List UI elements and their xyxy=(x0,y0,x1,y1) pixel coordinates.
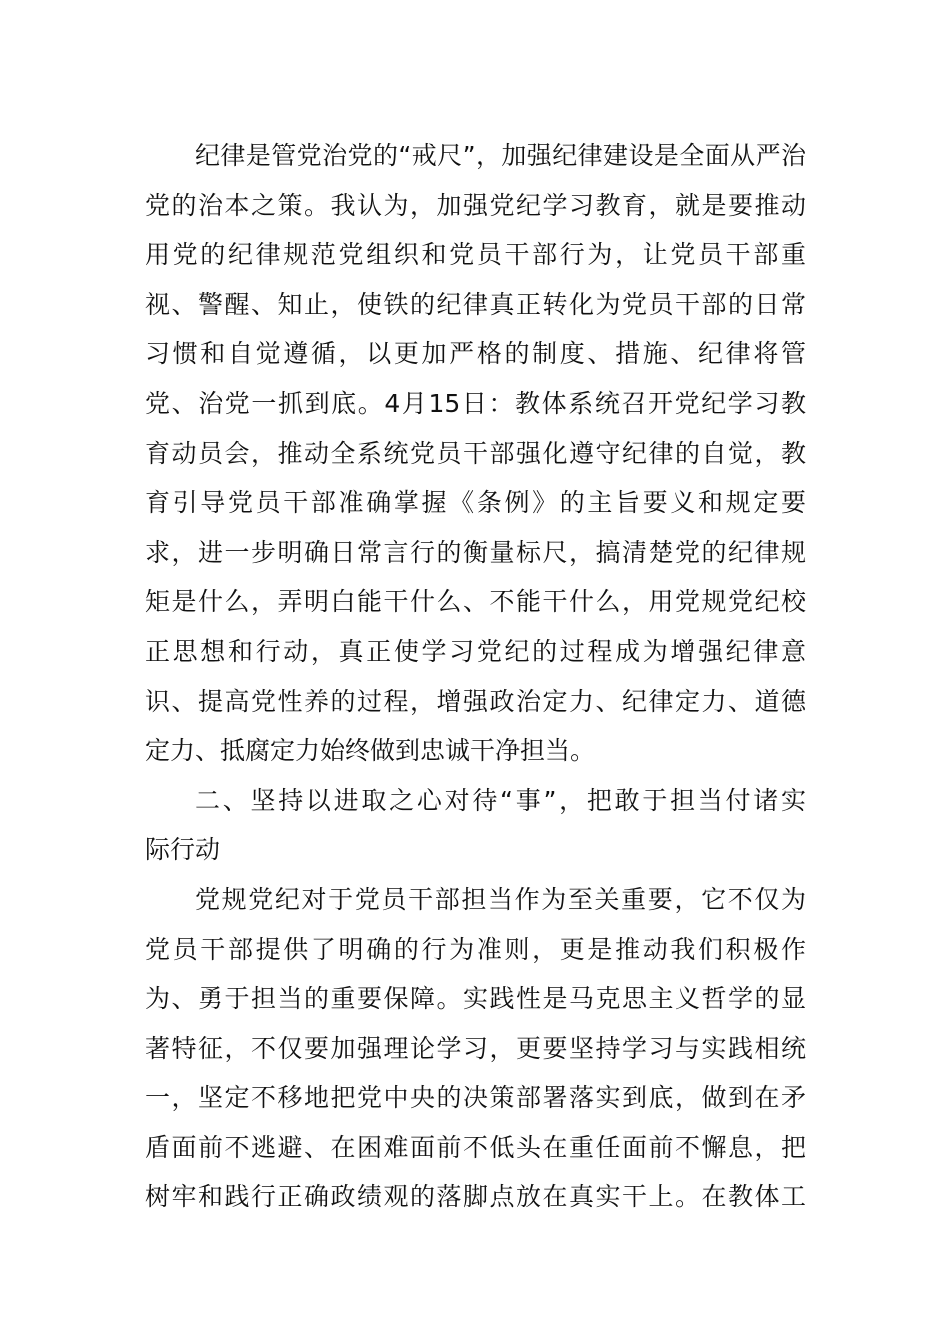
text-line: 用党的纪律规范党组织和党员干部行为，让党员干部重 xyxy=(145,240,806,270)
document-page xyxy=(145,131,806,1222)
text-line: 矩是什么，弄明白能干什么、不能干什么，用党规党纪校 xyxy=(145,587,806,617)
text-line: 视、警醒、知止，使铁的纪律真正转化为党员干部的日常 xyxy=(145,289,806,319)
text-line: 纪律是管党治党的“戒尺”，加强纪律建设是全面从严治 xyxy=(195,141,806,170)
heading-line: 际行动 xyxy=(145,835,221,865)
text-line: 党规党纪对于党员干部担当作为至关重要，它不仅为 xyxy=(195,884,806,914)
text-line: 党、治党一抓到底。4月15日：教体系统召开党纪学习教 xyxy=(145,388,806,418)
paragraph-discipline xyxy=(145,131,806,776)
text-line: 盾面前不逃避、在困难面前不低头在重任面前不懈息，把 xyxy=(145,1132,806,1162)
text-line: 一，坚定不移地把党中央的决策部署落实到底，做到在矛 xyxy=(145,1083,806,1113)
text-line: 识、提高党性养的过程，增强政治定力、纪律定力、道德 xyxy=(145,686,806,716)
text-line: 树牢和践行正确政绩观的落脚点放在真实干上。在教体工 xyxy=(145,1182,806,1212)
text-line: 育动员会，推动全系统党员干部强化遵守纪律的自觉，教 xyxy=(145,438,806,468)
section-heading xyxy=(145,776,806,875)
text-line: 党的治本之策。我认为，加强党纪学习教育，就是要推动 xyxy=(145,190,806,220)
text-line: 为、勇于担当的重要保障。实践性是马克思主义哲学的显 xyxy=(145,984,806,1014)
paragraph-responsibility xyxy=(145,875,806,1222)
text-line: 定力、抵腐定力始终做到忠诚干净担当。 xyxy=(145,736,596,766)
text-line: 习惯和自觉遵循，以更加严格的制度、措施、纪律将管 xyxy=(145,339,806,369)
text-line: 育引导党员干部准确掌握《条例》的主旨要义和规定要 xyxy=(145,488,806,518)
heading-line: 二、坚持以进取之心对待“事”，把敢于担当付诸实 xyxy=(195,785,806,815)
text-line: 党员干部提供了明确的行为准则，更是推动我们积极作 xyxy=(145,934,806,964)
text-line: 求，进一步明确日常言行的衡量标尺，搞清楚党的纪律规 xyxy=(145,537,806,567)
text-line: 著特征，不仅要加强理论学习，更要坚持学习与实践相统 xyxy=(145,1033,806,1063)
text-line: 正思想和行动，真正使学习党纪的过程成为增强纪律意 xyxy=(145,636,806,666)
